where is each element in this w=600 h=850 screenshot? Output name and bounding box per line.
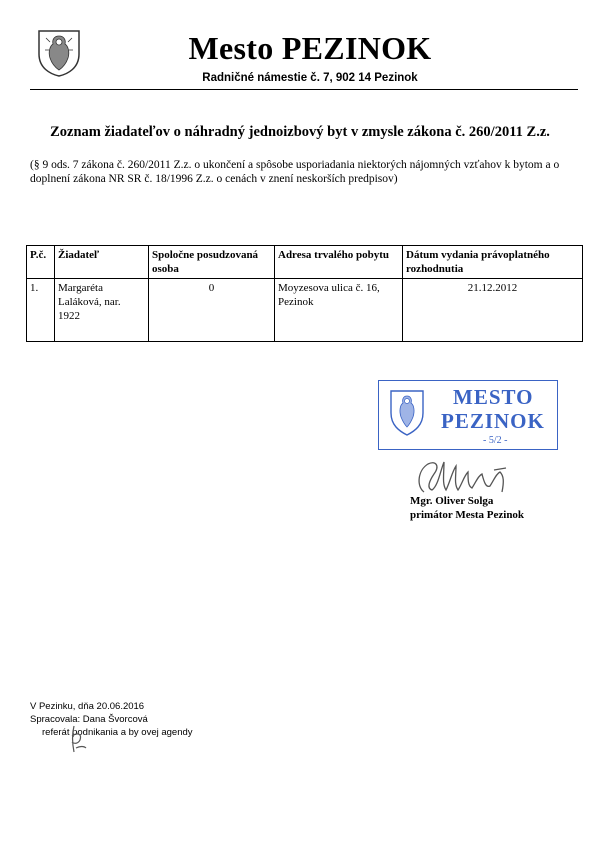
signatory-role: primátor Mesta Pezinok — [410, 509, 525, 521]
cell-address: Moyzesova ulica č. 16, Pezinok — [275, 279, 403, 342]
col-header-joint-person: Spoločne posudzovaná osoba — [149, 246, 275, 279]
cell-number: 1. — [27, 279, 55, 342]
footer-note — [30, 700, 193, 739]
city-address: Radničné námestie č. 7, 902 14 Pezinok — [202, 72, 418, 84]
cell-joint-person: 0 — [149, 279, 275, 342]
stamp-crest-icon — [389, 389, 425, 437]
table-header-row — [27, 246, 583, 279]
col-header-decision-date: Dátum vydania právoplatného rozhodnutia — [403, 246, 583, 279]
applicants-table — [26, 245, 583, 342]
footer-place-date: V Pezinku, dňa 20.06.2016 — [30, 701, 145, 712]
document-subtitle: (§ 9 ods. 7 zákona č. 260/2011 Z.z. o ukončení a spôsobe usporiadania niektorých nájomných vzťahov k bytom a o doplnení zákona NR SR č. 18/1996 Z.z. o cenách v znení neskorších predpisov) — [30, 159, 560, 185]
footer-department: referát podnikania a by ovej agendy — [42, 727, 193, 738]
stamp-text-line1: MESTO — [453, 385, 534, 409]
stamp-number: - 5/2 - — [483, 435, 508, 446]
handwritten-signature — [410, 452, 530, 496]
col-header-number: P.č. — [27, 246, 55, 279]
signatory-block — [410, 494, 524, 522]
col-header-address: Adresa trvalého pobytu — [275, 246, 403, 279]
handwritten-initial — [62, 722, 96, 756]
header-divider — [30, 89, 578, 90]
official-stamp — [378, 380, 558, 450]
cell-applicant: Margaréta Laláková, nar. 1922 — [55, 279, 149, 342]
col-header-applicant: Žiadateľ — [55, 246, 149, 279]
table-row — [27, 279, 583, 342]
footer-prepared-by: Spracovala: Dana Švorcová — [30, 714, 148, 725]
stamp-text-line2: PEZINOK — [441, 409, 545, 433]
city-title: Mesto PEZINOK — [188, 30, 432, 66]
signatory-name: Mgr. Oliver Solga — [410, 495, 494, 507]
document-title: Zoznam žiadateľov o náhradný jednoizbový byt v zmysle zákona č. 260/2011 Z.z. — [50, 124, 550, 140]
cell-decision-date: 21.12.2012 — [403, 279, 583, 342]
